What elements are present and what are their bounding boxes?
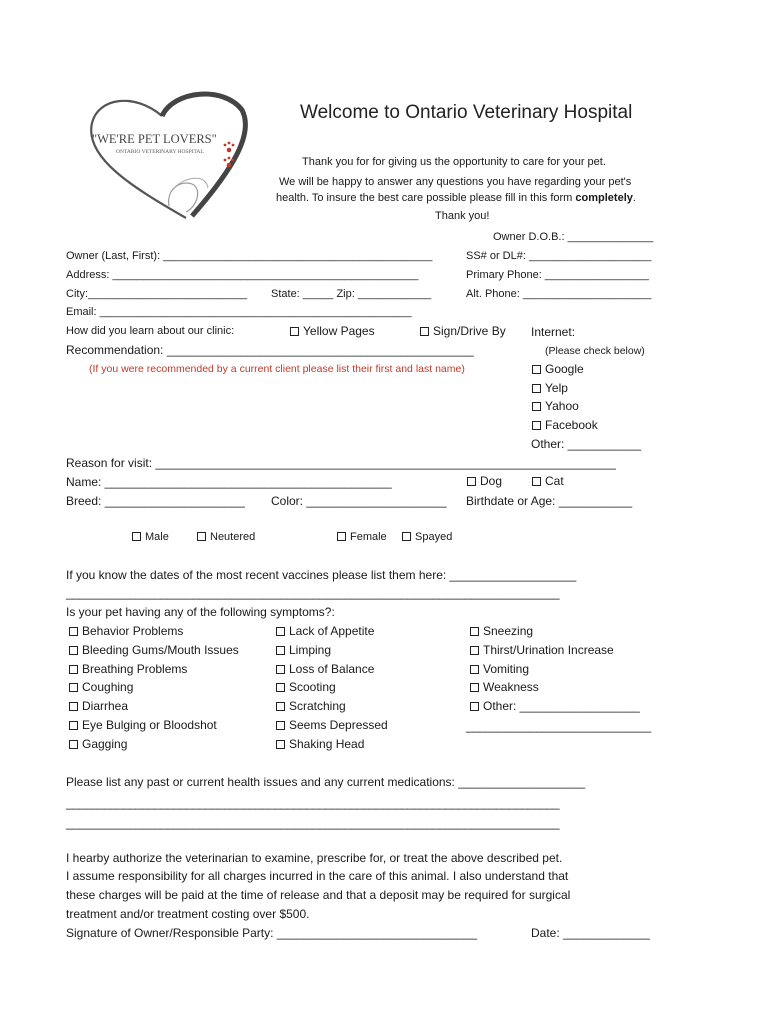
yelp-option[interactable]: [532, 381, 568, 395]
vaccines-field[interactable]: If you know the dates of the most recent vaccines please list them here: ___________________: [66, 568, 577, 582]
health-issues-field[interactable]: Please list any past or current health issues and any current medications: ___________________: [66, 775, 586, 789]
color-field[interactable]: Color: _____________________: [271, 494, 447, 508]
signature-field[interactable]: Signature of Owner/Responsible Party: ______________________________: [66, 926, 477, 940]
intro-line-3: [276, 192, 636, 204]
yellow-pages-label: Yellow Pages: [303, 324, 375, 338]
checkbox-icon[interactable]: [470, 646, 479, 655]
dog-label: Dog: [480, 474, 503, 488]
reason-field[interactable]: Reason for visit: _____________________________________________________________________: [66, 456, 616, 470]
google-label: Google: [545, 362, 584, 376]
symptom-label: Scooting: [289, 680, 336, 695]
checkbox-icon[interactable]: [276, 683, 285, 692]
sign-drive-label: Sign/Drive By: [433, 324, 506, 338]
symptom-option[interactable]: [276, 699, 388, 718]
checkbox-icon[interactable]: [276, 665, 285, 674]
symptom-label: Bleeding Gums/Mouth Issues: [82, 642, 239, 657]
state-zip-field[interactable]: State: _____ Zip: ____________: [271, 288, 432, 300]
address-field[interactable]: Address: __________________________________________________: [66, 269, 419, 281]
ss-dl-field[interactable]: SS# or DL#: ____________________: [466, 250, 652, 262]
checkbox-icon[interactable]: [470, 702, 479, 711]
symptom-label: Other: __________________: [483, 699, 640, 714]
symptom-option[interactable]: [276, 680, 388, 699]
checkbox-icon[interactable]: [532, 421, 541, 430]
recommend-note: (If you were recommended by a current client please list their first and last name): [89, 363, 465, 375]
health-line-1[interactable]: ______________________________________________________________________________: [66, 796, 560, 810]
symptom-option[interactable]: [69, 643, 239, 662]
facebook-option[interactable]: [532, 418, 598, 432]
owner-name-field[interactable]: Owner (Last, First): ____________________________________________: [66, 250, 433, 262]
checkbox-icon[interactable]: [132, 532, 141, 541]
yahoo-option[interactable]: [532, 399, 579, 413]
logo: [74, 88, 254, 228]
symptom-label: Thirst/Urination Increase: [483, 642, 614, 657]
checkbox-icon[interactable]: [276, 721, 285, 730]
referral-question: How did you learn about our clinic:: [66, 325, 235, 337]
symptom-option[interactable]: [69, 624, 239, 643]
authorization-line-1: I hearby authorize the veterinarian to examine, prescribe for, or treat the above described pet.: [66, 851, 563, 865]
checkbox-icon[interactable]: [420, 327, 429, 336]
pet-name-field[interactable]: Name: ___________________________________________: [66, 475, 392, 489]
checkbox-icon[interactable]: [69, 702, 78, 711]
symptom-label: Behavior Problems: [82, 624, 184, 638]
symptom-label: Lack of Appetite: [289, 624, 375, 638]
male-option[interactable]: [132, 531, 169, 543]
primary-phone-field[interactable]: Primary Phone: _________________: [466, 269, 649, 281]
yelp-label: Yelp: [545, 381, 568, 395]
symptom-label: Limping: [289, 642, 332, 657]
checkbox-icon[interactable]: [69, 683, 78, 692]
symptom-option[interactable]: [470, 624, 640, 643]
intro-emphasis: completely: [575, 192, 633, 204]
cat-option[interactable]: [532, 474, 564, 488]
symptom-option[interactable]: [276, 737, 388, 756]
checkbox-icon[interactable]: [276, 627, 285, 636]
symptom-option[interactable]: [470, 680, 640, 699]
symptom-label: Shaking Head: [289, 736, 365, 751]
checkbox-icon[interactable]: [532, 384, 541, 393]
female-label: Female: [350, 531, 387, 543]
symptom-option[interactable]: [470, 699, 640, 718]
owner-dob-field[interactable]: Owner D.O.B.: ______________: [493, 231, 654, 243]
google-option[interactable]: [532, 362, 584, 376]
city-field[interactable]: City:__________________________: [66, 288, 248, 300]
dog-option[interactable]: [467, 474, 502, 488]
spayed-label: Spayed: [415, 531, 453, 543]
female-option[interactable]: [337, 531, 387, 543]
internet-label: Internet:: [531, 325, 576, 339]
logo-tagline: "WE'RE PET LOVERS": [92, 132, 217, 146]
facebook-label: Facebook: [545, 418, 598, 432]
symptom-option[interactable]: [69, 680, 239, 699]
symptoms-column-3: [470, 624, 640, 718]
symptom-option[interactable]: [276, 624, 388, 643]
date-field[interactable]: Date: _____________: [531, 926, 650, 940]
checkbox-icon[interactable]: [69, 665, 78, 674]
checkbox-icon[interactable]: [532, 365, 541, 374]
checkbox-icon[interactable]: [532, 402, 541, 411]
cat-label: Cat: [545, 474, 564, 488]
checkbox-icon[interactable]: [337, 532, 346, 541]
intro-line-3-text: health. To insure the best care possible please fill in this form: [276, 192, 576, 204]
checkbox-icon[interactable]: [276, 702, 285, 711]
sign-drive-option[interactable]: [420, 324, 506, 338]
checkbox-icon[interactable]: [69, 740, 78, 749]
birthdate-field[interactable]: Birthdate or Age: ___________: [466, 494, 633, 508]
symptom-label: Seems Depressed: [289, 717, 388, 732]
spayed-option[interactable]: [402, 531, 452, 543]
symptom-label: Sneezing: [483, 624, 534, 638]
recommendation-field[interactable]: Recommendation: ______________________________________________: [66, 343, 474, 357]
breed-field[interactable]: Breed: _____________________: [66, 494, 245, 508]
neutered-option[interactable]: [197, 531, 255, 543]
symptoms-question: Is your pet having any of the following symptoms?:: [66, 605, 335, 619]
intro-line-3-end: .: [632, 192, 636, 204]
symptom-label: Loss of Balance: [289, 661, 375, 676]
checkbox-icon[interactable]: [290, 327, 299, 336]
logo-subtitle: ONTARIO VETERINARY HOSPITAL: [116, 149, 204, 155]
symptom-label: Gagging: [82, 736, 128, 751]
male-label: Male: [145, 531, 169, 543]
authorization-line-4: treatment and/or treatment costing over $500.: [66, 907, 310, 921]
symptoms-column-2: [276, 624, 388, 756]
checkbox-icon[interactable]: [467, 477, 476, 486]
heart-logo-icon: [74, 88, 254, 228]
checkbox-icon[interactable]: [470, 683, 479, 692]
alt-phone-field[interactable]: Alt. Phone: _____________________: [466, 288, 652, 300]
intro-thanks: Thank you!: [435, 210, 490, 222]
checkbox-icon[interactable]: [470, 627, 479, 636]
symptom-option[interactable]: [276, 643, 388, 662]
symptom-option[interactable]: [470, 643, 640, 662]
checkbox-icon[interactable]: [470, 665, 479, 674]
symptoms-column-1: [69, 624, 239, 756]
symptom-option[interactable]: [69, 662, 239, 681]
symptom-label: Scratching: [289, 699, 346, 714]
symptom-other-line[interactable]: _____________________________: [466, 719, 651, 733]
intro-line-2: We will be happy to answer any questions you have regarding your pet's: [279, 176, 632, 188]
symptom-option[interactable]: [69, 737, 239, 756]
email-field[interactable]: Email: ___________________________________________________: [66, 306, 412, 318]
authorization-line-3: these charges will be paid at the time of release and that a deposit may be required for surgical: [66, 888, 571, 902]
symptom-option[interactable]: [276, 662, 388, 681]
please-check-note: (Please check below): [545, 345, 645, 357]
checkbox-icon[interactable]: [197, 532, 206, 541]
symptom-label: Diarrhea: [82, 699, 129, 714]
checkbox-icon[interactable]: [532, 477, 541, 486]
checkbox-icon[interactable]: [402, 532, 411, 541]
yahoo-label: Yahoo: [545, 399, 579, 413]
checkbox-icon[interactable]: [276, 646, 285, 655]
symptom-option[interactable]: [69, 699, 239, 718]
checkbox-icon[interactable]: [69, 646, 78, 655]
health-line-2[interactable]: ______________________________________________________________________________: [66, 816, 560, 830]
symptom-label: Vomiting: [483, 661, 530, 676]
symptom-option[interactable]: [69, 718, 239, 737]
neutered-label: Neutered: [210, 531, 256, 543]
symptom-option[interactable]: [470, 662, 640, 681]
internet-other-field[interactable]: Other: ___________: [531, 437, 642, 451]
authorization-line-2: I assume responsibility for all charges incurred in the care of this animal. I also understand that: [66, 869, 569, 883]
checkbox-icon[interactable]: [276, 740, 285, 749]
vaccines-line[interactable]: ______________________________________________________________________________: [66, 586, 560, 600]
symptom-label: Eye Bulging or Bloodshot: [82, 717, 217, 732]
symptom-label: Coughing: [82, 680, 134, 695]
symptom-label: Weakness: [483, 680, 539, 695]
page-title: Welcome to Ontario Veterinary Hospital: [300, 102, 633, 123]
yellow-pages-option[interactable]: [290, 324, 375, 338]
intro-line-1: Thank you for for giving us the opportunity to care for your pet.: [302, 156, 606, 168]
checkbox-icon[interactable]: [69, 721, 78, 730]
checkbox-icon[interactable]: [69, 627, 78, 636]
symptom-option[interactable]: [276, 718, 388, 737]
symptom-label: Breathing Problems: [82, 661, 188, 676]
